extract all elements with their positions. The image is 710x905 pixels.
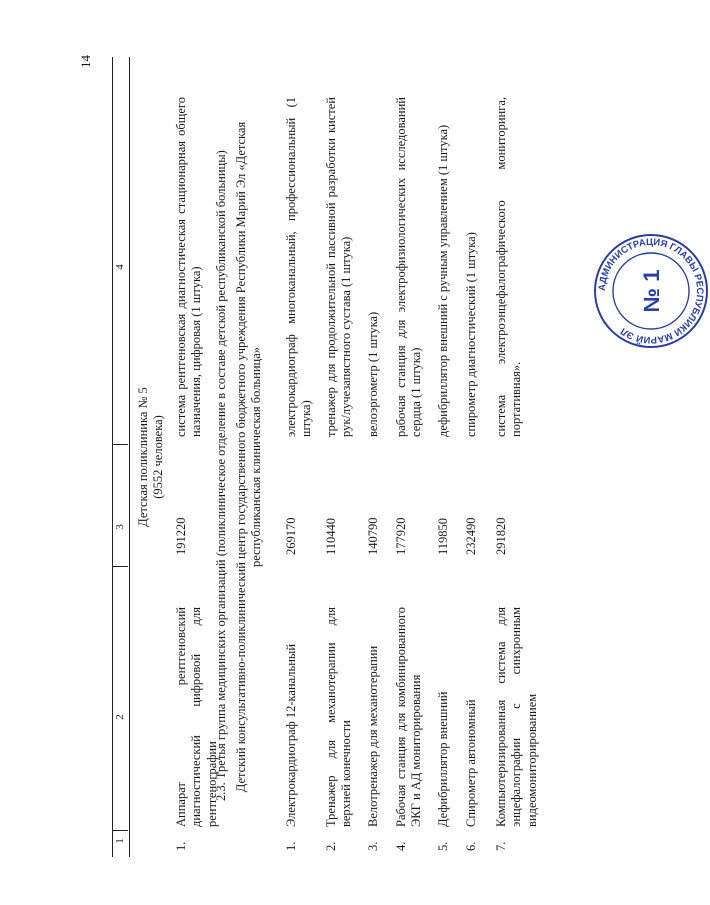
document-table [112,57,632,857]
row-number: 3. [366,841,380,851]
row-number: 5. [436,841,450,851]
row-number: 6. [464,841,478,851]
equipment-description: система рентгеновская диагностическая стационарная общего назначения, цифровая (1 штука) [174,97,204,437]
equipment-description: тренажер для продолжительной пассивной разработки кистей рук/лучезапястного сустава (1 штука) [324,97,354,437]
col-header-3: 3 [114,524,126,530]
equipment-name: Спирометр автономный [464,699,478,827]
polyclinic-title: Детская поликлиника № 5 [136,387,150,527]
price: 110440 [324,517,338,555]
price: 232490 [464,517,478,555]
row-number: 1. [284,841,298,851]
divider [112,444,128,445]
section-title [136,57,167,857]
equipment-name: Компьютеризированная система для энцефалографии с синхронным видеомониторированием [494,607,539,827]
equipment-description: спирометр диагностический (1 штука) [464,232,478,437]
price: 177920 [394,517,408,555]
group-heading: 2.3. Третья группа медицинских организаций (поликлиническое отделение в составе детской республиканской больницы) [214,150,228,801]
col-header-1: 1 [114,838,126,844]
price: 140790 [366,517,380,555]
row-number: 1. [174,841,188,851]
row-number: 2. [324,841,338,851]
page-number: 14 [78,55,93,68]
equipment-description: велоэргометр (1 штука) [366,311,380,437]
row-number: 7. [494,841,508,851]
equipment-description: электрокардиограф многоканальный, профессиональный (1 штука) [284,97,314,437]
col-header-2: 2 [114,714,126,720]
row-number: 4. [394,841,408,851]
price: 269170 [284,517,298,555]
equipment-name: Аппарат рентгеновский диагностический цифровой для рентгенографии [174,607,219,827]
stamp-ring-text: АДМИНИСТРАЦИЯ ГЛАВЫ РЕСПУБЛИКИ МАРИЙ ЭЛ [596,236,706,346]
equipment-description: дефибриллятор внешний с ручным управлением (1 штука) [436,124,450,437]
equipment-name: Тренажер для механотерапии для верхней конечности [324,607,354,827]
equipment-description: рабочая станция для электрофизиологических исследований сердца (1 штука) [394,97,424,437]
polyclinic-subtitle: (9552 человека) [151,415,166,499]
official-stamp [592,232,710,350]
center-heading: Детский консультативно-поликлинический центр государственного бюджетного учреждения Республики Марий Эл «Детская республиканская клиническая больница» [234,121,264,793]
price: 191220 [174,517,188,555]
equipment-name: Велотренажер для механотерапии [366,645,380,827]
col-header-4: 4 [114,264,126,270]
price: 291820 [494,517,508,555]
equipment-description: система электроэнцефалографического мониторинга, портативная». [494,97,524,437]
price: 119850 [436,517,450,555]
divider [112,830,128,831]
table-header [112,57,130,857]
equipment-name: Дефибриллятор внешний [436,691,450,827]
divider [112,566,128,567]
equipment-name: Рабочая станция для комбинированного ЭКГ и АД мониторирования [394,607,424,827]
equipment-name: Электрокардиограф 12-канальный [284,643,298,827]
stamp-number: № 1 [639,269,664,313]
